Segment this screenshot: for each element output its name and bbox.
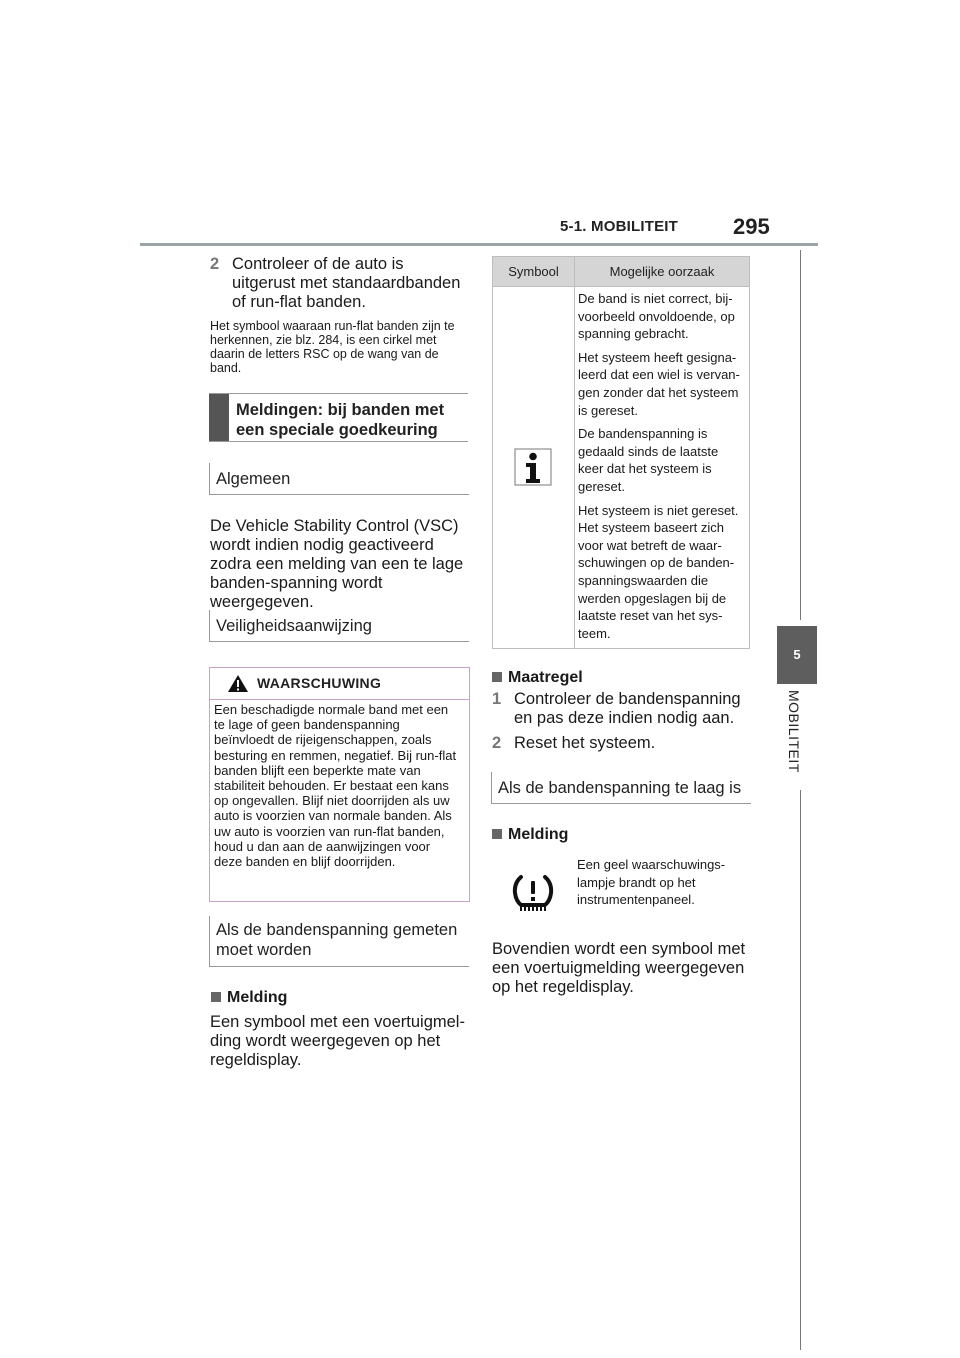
step-number: 2 — [210, 255, 220, 273]
square-bullet-icon — [211, 992, 221, 1002]
subheading-gemeten-text: Als de bandenspanning gemeten moet worden — [216, 921, 458, 959]
runflat-note: Het symbool waaraan run-flat banden zijn te herkennen, zie blz. 284, is een cirkel met daarin de letters RSC op de wang van de band. — [210, 319, 455, 375]
maatregel-heading — [492, 669, 583, 687]
step-text: Controleer de bandenspanning en pas deze indien nodig aan. — [514, 690, 741, 727]
table-header-symbool: Symbool — [493, 257, 575, 287]
melding-heading-right-text: Melding — [508, 826, 569, 843]
warning-box — [209, 667, 470, 902]
melding-paragraph-left: Een symbool met een voertuigmel-ding wordt weergegeven op het regeldisplay. — [210, 1013, 465, 1069]
section-title: 5-1. MOBILITEIT — [560, 218, 679, 235]
section-bar — [209, 394, 229, 441]
step-1-right — [492, 690, 750, 728]
warning-header — [210, 668, 469, 700]
melding-heading-left-text: Melding — [227, 989, 288, 1006]
subheading-algemeen — [209, 463, 469, 495]
table-header-oorzaak: Mogelijke oorzaak — [575, 257, 750, 287]
chapter-label: MOBILITEIT — [786, 690, 802, 773]
info-icon — [514, 448, 552, 486]
square-bullet-icon — [492, 672, 502, 682]
warning-triangle-icon — [227, 674, 249, 693]
final-paragraph: Bovendien wordt een symbool met een voertuigmelding weergegeven op het regeldisplay. — [492, 940, 746, 996]
subheading-te-laag — [491, 772, 751, 804]
table-row — [493, 287, 750, 649]
step-2-right — [492, 734, 750, 753]
side-divider-top — [800, 250, 801, 620]
warning-body: Een beschadigde normale band met een te lage of geen bandenspanning beïnvloedt de rijeigenschappen, zoals besturing en remmen, negatief. Bij run-flat banden blijft een beperkte mate van stabiliteit behouden. Er bestaat een kans op ongevallen. Blijf niet doorrijden als uw auto is voorzien van normale banden. Als uw auto is voorzien van run-flat banden, houd u dan aan de aanwijzingen voor deze banden en blijf doorrijden. — [214, 702, 457, 870]
section-title-meldingen: Meldingen: bij banden met een speciale goedkeuring — [236, 401, 445, 439]
chapter-number: 5 — [793, 647, 801, 662]
subheading-gemeten — [209, 916, 469, 967]
header-rule — [140, 243, 818, 246]
square-bullet-icon — [492, 829, 502, 839]
cause-4: Het systeem is niet gereset. Het systeem baseert zich voor wat betreft de waar-schuwingen op de banden-spanningswaarden die werden opgeslagen bij de laatste reset van het sys-teem. — [578, 502, 739, 641]
subheading-veiligheid — [209, 610, 469, 642]
warning-title: WAARSCHUWING — [257, 675, 382, 691]
symbol-cell — [493, 287, 575, 649]
step-text: Controleer of de auto is uitgerust met standaardbanden of run-flat banden. — [232, 255, 461, 311]
subheading-te-laag-text: Als de bandenspanning te laag is — [498, 779, 742, 797]
melding-heading-left — [211, 989, 287, 1007]
table-header-row — [493, 257, 750, 287]
section-box-meldingen — [209, 393, 468, 442]
side-divider-bottom — [800, 790, 801, 1350]
vsc-paragraph: De Vehicle Stability Control (VSC) wordt indien nodig geactiveerd zodra een melding van een te lage banden-spanning wordt weergegeven. — [210, 517, 464, 611]
step-2-left — [210, 255, 468, 312]
step-text: Reset het systeem. — [514, 734, 656, 752]
melding-heading-right — [492, 826, 568, 844]
chapter-tab — [777, 626, 817, 684]
lamp-description: Een geel waarschuwings-lampje brandt op het instrumentenpaneel. — [577, 857, 726, 907]
step-number: 1 — [492, 690, 502, 708]
cause-3: De bandenspanning is gedaald sinds de laatste keer dat het systeem is gereset. — [578, 426, 719, 494]
cause-cell — [575, 287, 750, 649]
cause-1: De band is niet correct, bij-voorbeeld onvoldoende, op spanning gebracht. — [578, 291, 735, 342]
step-number: 2 — [492, 734, 502, 752]
cause-2: Het systeem heeft gesigna-leerd dat een wiel is vervan-gen zonder dat het systeem is gereset. — [578, 349, 740, 418]
tire-pressure-warning-icon — [512, 873, 554, 913]
symbol-table — [492, 256, 750, 649]
subheading-veiligheid-text: Veiligheidsaanwijzing — [216, 617, 372, 635]
page-number: 295 — [733, 214, 770, 239]
maatregel-heading-text: Maatregel — [508, 669, 583, 686]
subheading-algemeen-text: Algemeen — [216, 470, 291, 488]
